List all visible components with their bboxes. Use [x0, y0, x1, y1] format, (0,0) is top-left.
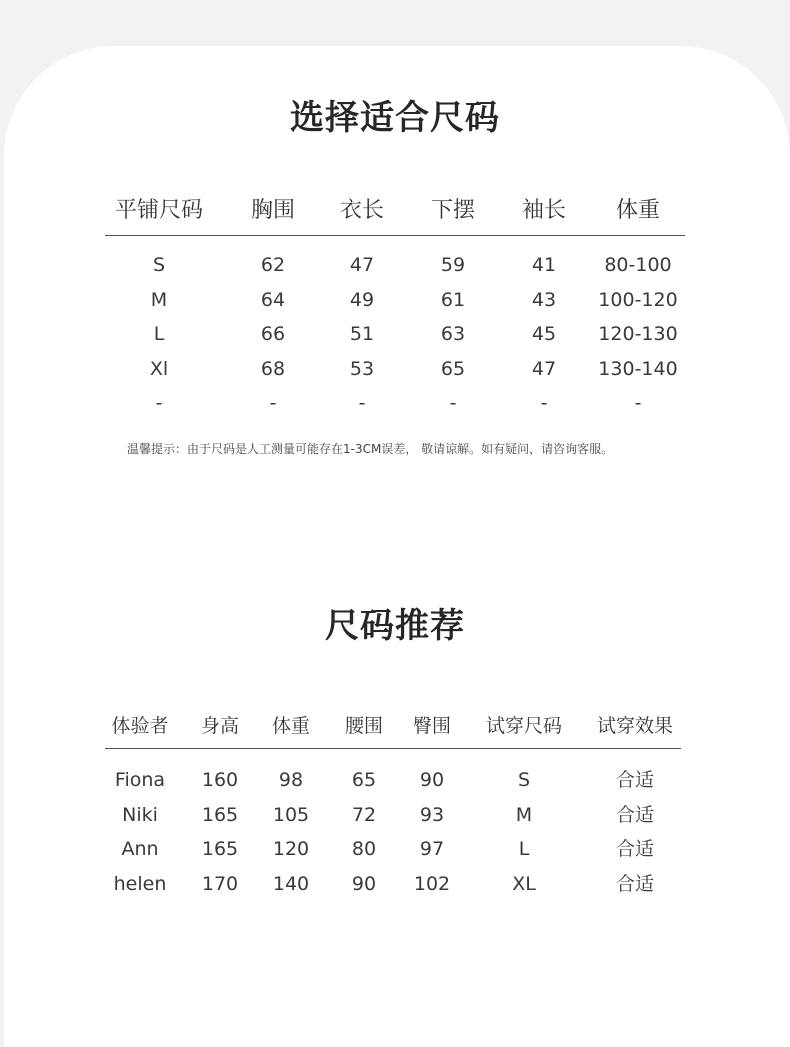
size-recommend-cell: 105: [272, 803, 310, 826]
size-recommend-cell: M: [515, 803, 533, 826]
size-recommend-cell: XL: [512, 872, 536, 895]
size-chart-cell: 43: [531, 288, 557, 311]
size-chart-cell: 平铺尺码: [114, 198, 204, 223]
size-recommend-header-rule: [105, 748, 681, 749]
size-recommend-row: [0, 765, 790, 795]
size-chart-cell: Xl: [149, 357, 169, 380]
size-recommend-cell: 合适: [615, 838, 655, 860]
size-recommend-cell: 120: [272, 838, 310, 860]
size-recommend-row: [0, 834, 790, 864]
size-recommend-title: 尺码推荐: [325, 606, 465, 646]
size-chart-cell: 53: [349, 357, 375, 380]
size-recommend-cell: 102: [413, 872, 451, 895]
size-chart-cell: 49: [349, 288, 375, 311]
size-chart-title: 选择适合尺码: [290, 98, 500, 138]
size-chart-cell: 65: [440, 357, 466, 380]
size-recommend-cell: 80: [351, 838, 377, 860]
size-chart-cell: 下摆: [430, 198, 476, 223]
size-chart-cell: 47: [531, 357, 557, 380]
size-recommend-cell: 140: [272, 872, 310, 895]
size-chart-cell: 袖长: [521, 198, 567, 223]
size-chart-header-row: [0, 196, 790, 226]
size-chart-row: [0, 354, 790, 384]
size-recommend-cell: 试穿效果: [596, 715, 674, 737]
size-chart-cell: -: [449, 392, 457, 414]
size-chart-cell: 45: [531, 323, 557, 345]
size-recommend-cell: Fiona: [114, 769, 166, 791]
size-recommend-cell: helen: [113, 872, 167, 895]
size-chart-row: [0, 285, 790, 315]
size-chart-header-rule: [105, 235, 685, 236]
size-chart-cell: -: [358, 392, 366, 414]
size-recommend-cell: 93: [419, 803, 445, 826]
size-recommend-cell: 臀围: [412, 715, 452, 737]
size-chart-cell: M: [150, 288, 168, 311]
size-chart-cell: 41: [531, 254, 557, 276]
size-chart-cell: -: [634, 392, 642, 414]
size-recommend-cell: Niki: [122, 803, 158, 826]
size-chart-row: [0, 388, 790, 418]
size-chart-cell: 66: [260, 323, 286, 345]
size-chart-cell: 68: [260, 357, 286, 380]
size-chart-cell: S: [152, 254, 166, 276]
size-recommend-cell: 体重: [271, 715, 311, 737]
size-chart-cell: 59: [440, 254, 466, 276]
size-recommend-cell: 165: [201, 838, 239, 860]
size-chart-cell: -: [269, 392, 277, 414]
size-chart-row: [0, 250, 790, 280]
size-chart-cell: 61: [440, 288, 466, 311]
size-recommend-cell: Ann: [121, 838, 159, 860]
size-recommend-cell: 170: [201, 872, 239, 895]
size-chart-cell: 51: [349, 323, 375, 345]
size-recommend-row: [0, 800, 790, 830]
size-chart-cell: 80-100: [604, 254, 672, 276]
size-recommend-cell: L: [518, 838, 530, 860]
size-chart-cell: 衣长: [339, 198, 385, 223]
size-chart-cell: 130-140: [598, 357, 678, 380]
size-recommend-cell: 合适: [615, 872, 655, 895]
size-chart-cell: 胸围: [250, 198, 296, 223]
size-recommend-cell: 72: [351, 803, 377, 826]
size-recommend-cell: 合适: [615, 803, 655, 826]
size-recommend-cell: 试穿尺码: [485, 715, 563, 737]
size-chart-cell: 体重: [615, 198, 661, 223]
size-recommend-row: [0, 869, 790, 899]
size-recommend-header-row: [0, 711, 790, 741]
size-chart-cell: 63: [440, 323, 466, 345]
size-recommend-cell: 98: [278, 769, 304, 791]
size-chart-cell: 62: [260, 254, 286, 276]
size-chart-cell: 47: [349, 254, 375, 276]
size-recommend-cell: 90: [351, 872, 377, 895]
size-recommend-cell: 65: [351, 769, 377, 791]
size-recommend-cell: 165: [201, 803, 239, 826]
size-note: 温馨提示：由于尺码是人工测量可能存在1-3CM误差， 敬请谅解。如有疑问，请咨询客服。: [127, 442, 614, 456]
size-chart-row: [0, 319, 790, 349]
size-chart-cell: -: [155, 392, 163, 414]
size-recommend-cell: 90: [419, 769, 445, 791]
size-recommend-cell: 身高: [200, 715, 240, 737]
size-recommend-cell: 体验者: [111, 715, 169, 737]
size-recommend-cell: 160: [201, 769, 239, 791]
size-chart-cell: L: [153, 323, 165, 345]
size-chart-cell: 120-130: [598, 323, 678, 345]
size-chart-cell: 100-120: [598, 288, 678, 311]
size-recommend-cell: 腰围: [344, 715, 384, 737]
size-recommend-cell: S: [517, 769, 531, 791]
size-recommend-cell: 97: [419, 838, 445, 860]
size-recommend-cell: 合适: [615, 769, 655, 791]
size-chart-cell: -: [540, 392, 548, 414]
size-chart-cell: 64: [260, 288, 286, 311]
